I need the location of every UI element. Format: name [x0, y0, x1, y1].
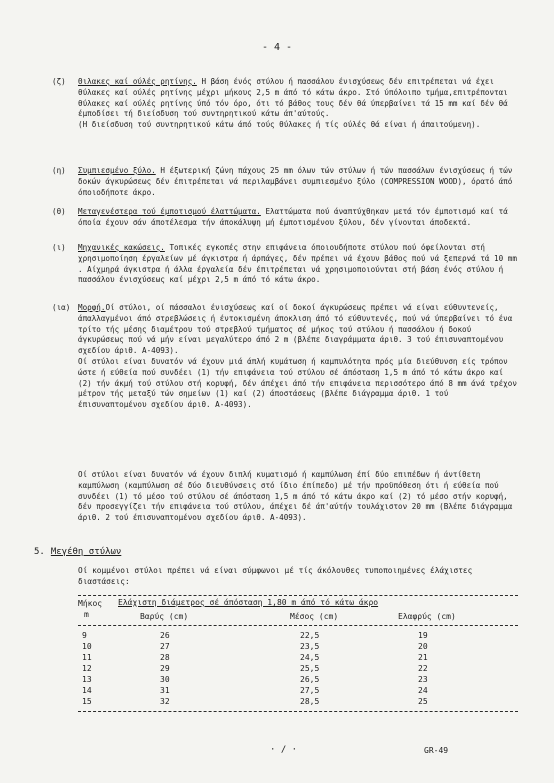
column-header-length: Μήκος [78, 599, 103, 608]
section-title: Θιλακες καί ούλές ρητίνης. [78, 77, 197, 86]
section-mark: (ια) [52, 303, 71, 312]
cell-light: 21 [418, 653, 428, 662]
table-row [78, 686, 518, 697]
cell-light: 23 [418, 675, 428, 684]
cell-heavy: 32 [160, 697, 170, 706]
section-text: Τοπικές εγκοπές στην επιφάνεια όποιουδήποτε στύλου πού όφείλονται στή χρησιμοποίηση έργαλείων μέ άγκιστρα ή άρπάγες, δέν πρέπει νά έχουν βάθος πού νά ξεπερνά τά 10 mm . Αίχμηρά άγκιστρα ή άλλα έργαλεία δέν έπιτρέπεται νά χρησιμοποιούνται στή βάση ένός στύλου ή πασσάλου ένισχύσεως καί μέχρι 2,5 m άπό τό κάτω άκρο. [78, 243, 517, 285]
cell-medium: 28,5 [300, 697, 320, 706]
cell-length: 9 [82, 631, 87, 640]
table-row [78, 664, 518, 675]
section-iota [52, 243, 520, 286]
cell-length: 11 [82, 653, 92, 662]
page-number: - 4 - [261, 42, 293, 53]
cell-length: 14 [82, 686, 92, 695]
cell-heavy: 31 [160, 686, 170, 695]
table-row [78, 631, 518, 642]
section-text: Ελαττώματα πού άναπτύχθηκαν μετά τόν έμποτισμό καί τά όποία έχουν σάν άποτέλεσμα τήν άποκάλυψη μή έμποτισμένου ξύλου, δέν γίνονται άποδεκτά. [78, 207, 508, 227]
cell-medium: 26,5 [300, 675, 320, 684]
table-rule [78, 595, 518, 596]
cell-light: 25 [418, 697, 428, 706]
table-row [78, 642, 518, 653]
table-row [78, 653, 518, 664]
cell-medium: 24,5 [300, 653, 320, 662]
section-eta [52, 166, 520, 198]
section-5-intro: Οί κομμένοι στύλοι πρέπει νά είναι σύμφωνοι μέ τίς άκόλουθες τυποποιημένες έλάχιστες διαστάσεις: [78, 566, 473, 586]
cell-medium: 25,5 [300, 664, 320, 673]
cell-light: 24 [418, 686, 428, 695]
table-row [78, 697, 518, 708]
section-iota-alpha [52, 303, 520, 411]
section-title: Μεταγενέστερα τού έμποτισμού έλαττώματα. [78, 207, 261, 216]
section-mark: (ζ) [52, 77, 66, 86]
column-header-length-unit: m [84, 610, 89, 619]
section-title: Μορφή. [78, 303, 106, 312]
section-5-heading [34, 547, 127, 557]
cell-light: 22 [418, 664, 428, 673]
cell-length: 13 [82, 675, 92, 684]
column-header-light: Ελαφρύς (cm) [398, 612, 456, 621]
table-span-header: Ελάχιστη διάμετρος σέ άπόσταση 1,80 m άπό τό κάτω άκρο [118, 598, 379, 607]
section-mark: (θ) [52, 207, 66, 216]
section-text: Οί στύλοι, οί πάσσαλοι ένισχύσεως καί οί δοκοί άγκυρώσεως πρέπει νά είναι εύθυντενείς, άπαλλαγμένοι άπό στρεβλώσεις ή έντοκισμένη άποκλιση άπό τό εύθυντενές, πού νά ύπερβαίνει τό ένα τρίτο τής μέσης διαμέτρου τού στρεβλού τμήματος σέ μήκος τού στύλου ή πασσάλου ή δοκού άγκυρώσεως πού νά μήν είναι μεγαλύτερο άπό 2 m (βλέπε διαγράμματα άριθ. 3 τού έπισυναπτομένου σχεδίου άριθ. Α-4093). Οί στύλοι είναι δυνατόν νά έχουν μιά άπλή κυμάτωση ή καμπυλότητα πρός μία διεύθυνση είς τρόπον ώστε ή εύθεία πού συνδέει (1) τήν επιφάνεια τού στύλου σέ άπόσταση 1,5 m άπό τό κάτω άκρο καί (2) τήν άκμή τού στύλου στή κορυφή, δέν άπέχει άπό τήν επιφάνεια περισσότερο άπό 8 mm άνά τρέχον μέτρον τής μεταξύ τών σημείων (1) καί (2) άποστάσεως (βλέπε διάγραμμα άριθ. 1 τού έπισυναπτομένου σχεδίου άριθ. Α-4093). [78, 303, 517, 410]
section-tail-paragraph: Οί στύλοι είναι δυνατόν νά έχουν διπλή κυματισμό ή καμπύλωση έπί δύο επιπέδων ή άντίθετη καμπύλωση (καμπύλωση σέ δύο διευθύνσεις στό ίδιο έπίπεδο) μέ τήν προϋπόθεση ότι ή εύθεία πού συνδέει (1) τό μέσο τού στύλου σέ άπόσταση 1,5 m άπό τό κάτω άκρο καί (2) τό μέσο στήν κορυφή, δέν προσεγγίζει τήν επιφάνεια τού στύλου, άπέχει δέ άπ'αύτήν τουλάχιστον 20 mm (Βλέπε διάγραμμα άριθ. 2 τού έπισυναπτομένου σχεδίου άριθ. Α-4093). [78, 470, 513, 523]
cell-heavy: 28 [160, 653, 170, 662]
section-title: Μηχανικές κακώσεις. [78, 243, 165, 252]
document-code: GR-49 [424, 746, 449, 755]
table-rule [78, 625, 518, 626]
cell-medium: 22,5 [300, 631, 320, 640]
cell-medium: 23,5 [300, 642, 320, 651]
cell-light: 20 [418, 642, 428, 651]
cell-heavy: 29 [160, 664, 170, 673]
column-header-heavy: Βαρύς (cm) [140, 612, 189, 621]
cell-length: 15 [82, 697, 92, 706]
section-theta [52, 207, 520, 229]
section-mark: (ι) [52, 243, 66, 252]
section-text: Η έξωτερική ζώνη πάχους 25 mm όλων τών στύλων ή τών πασσάλων ένισχύσεως ή τών δοκών άγκυρώσεως δέν έπιτρέπεται νά περιλαμβάνει συμπιεσμένο ξύλο (COMPRESSION WOOD), όρατό άπό όποιοδήποτε άκρο. [78, 166, 513, 197]
cell-length: 12 [82, 664, 92, 673]
cell-heavy: 27 [160, 642, 170, 651]
section-zeta [52, 77, 520, 131]
cell-length: 10 [82, 642, 92, 651]
cell-heavy: 26 [160, 631, 170, 640]
column-header-medium: Μέσος (cm) [290, 612, 339, 621]
section-title: Συμπιεσμένο ξύλο. [78, 166, 156, 175]
cell-medium: 27,5 [300, 686, 320, 695]
section-mark: (η) [52, 166, 66, 175]
cell-light: 19 [418, 631, 428, 640]
section-number: 5. [34, 547, 45, 557]
cell-heavy: 30 [160, 675, 170, 684]
section-text: Η βάση ένός στύλου ή πασσάλου ένισχύσεως δέν επιτρέπεται νά έχει θύλακες καί ούλές ρητίνης μέχρι μήκους 2,5 m άπό τό κάτω άκρο. Στό ύπόλοιπο τμήμα,επιτρέπονται θύλακες καί ούλές ρητίνης ύπό τόν όρο, ότι τό βάθος τους δέν θά ύπερβαίνει τά 15 mm καί δέν θά έμποδίσει τή διείσδυση τού συντηρητικού κάτω άπ'αύτούς. (Η διείσδυση τού συντηρητικού κάτω άπό τούς θύλακες ή τίς ούλές θά είναι ή άπαιτούμενη). [78, 77, 508, 130]
table-row [78, 675, 518, 686]
section-title: Μεγέθη στύλων [50, 547, 122, 557]
continuation-mark: · / · [270, 745, 298, 755]
table-rule [78, 711, 518, 712]
